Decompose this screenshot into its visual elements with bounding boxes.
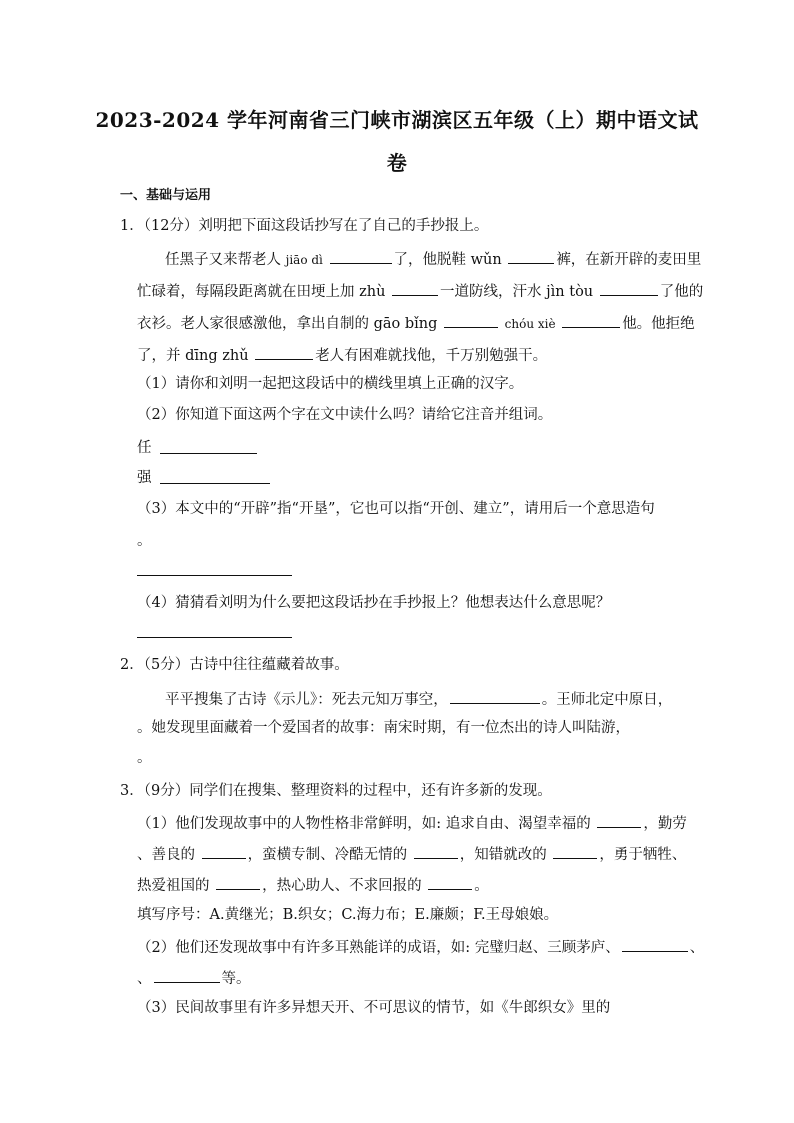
- q3-line2: 、善良的 ，蛮横专制、冷酷无情的 ，知错就改的 ，勇于牺牲、: [137, 843, 686, 865]
- blank[interactable]: [414, 843, 458, 859]
- exam-title-cont: 卷: [386, 151, 408, 175]
- q3-line3: 热爱祖国的 ，热心助人、不求回报的 。: [137, 874, 489, 896]
- q2-line3: 。: [137, 750, 152, 766]
- blank[interactable]: [428, 874, 472, 890]
- q1-passage-line4: 了，并 dīng zhǔ 老人有困难就找他，千万别勉强干。: [137, 344, 547, 366]
- q3-options: 填写序号：A.黄继光；B.织女；C.海力布；E.廉颇；F.王母娘娘。: [137, 907, 559, 923]
- q2-stem: 2．（5分）古诗中往往蕴藏着故事。: [120, 657, 349, 673]
- blank[interactable]: [600, 280, 658, 296]
- blank[interactable]: [392, 280, 438, 296]
- blank[interactable]: [450, 688, 540, 704]
- q3-sub2: （2）他们还发现故事中有许多耳熟能详的成语，如: 完璧归赵、三顾茅庐、 、: [137, 936, 704, 958]
- q3-stem: 3．（9分）同学们在搜集、整理资料的过程中，还有许多新的发现。: [120, 783, 552, 799]
- blank[interactable]: [154, 967, 220, 983]
- q2-line1: 平平搜集了古诗《示儿》：死去元知万事空， 。王师北定中原日，: [165, 688, 672, 710]
- answer-line-sentence[interactable]: [137, 575, 292, 576]
- q1-sub2: （2）你知道下面这两个字在文中读什么吗？请给它注音并组词。: [137, 407, 553, 423]
- blank[interactable]: [553, 843, 597, 859]
- section-heading: 一、基础与运用: [120, 188, 212, 203]
- answer-line-qiang[interactable]: [160, 483, 270, 484]
- q2-line2: 。她发现里面藏着一个爱国者的故事：南宋时期，有一位杰出的诗人叫陆游，: [137, 720, 630, 736]
- exam-title: 2023-2024 学年河南省三门峡市湖滨区五年级（上）期中语文试: [95, 108, 699, 132]
- q1-sub3: （3）本文中的“开辟”指“开垦”，它也可以指“开创、建立”，请用后一个意思造句: [137, 501, 655, 517]
- q1-stem: 1．（12分）刘明把下面这段话抄写在了自己的手抄报上。: [120, 218, 489, 234]
- blank[interactable]: [330, 248, 392, 264]
- q3-line5: 、 等。: [137, 967, 251, 989]
- q1-sub1: （1）请你和刘明一起把这段话中的横线里填上正确的汉字。: [137, 376, 524, 392]
- q1-char-qiang: 强: [137, 470, 152, 486]
- blank[interactable]: [202, 843, 246, 859]
- blank[interactable]: [216, 874, 260, 890]
- blank[interactable]: [622, 936, 688, 952]
- blank[interactable]: [508, 248, 554, 264]
- blank[interactable]: [562, 312, 620, 328]
- blank[interactable]: [597, 812, 641, 828]
- answer-line-ren[interactable]: [160, 453, 257, 454]
- blank[interactable]: [255, 344, 313, 360]
- q1-sub3-end: 。: [137, 533, 152, 549]
- answer-line-meaning[interactable]: [137, 637, 292, 638]
- q1-passage-line2: 忙碌着，每隔段距离就在田埂上加 zhù 一道防线，汗水 jìn tòu 了他的: [137, 280, 703, 302]
- q1-char-ren: 任: [137, 440, 152, 456]
- q1-passage-line1: 任黑子又来帮老人 jiāo dì 了，他脱鞋 wǔn 裤，在新开辟的麦田里: [165, 248, 701, 270]
- q1-passage-line3: 衣衫。老人家很感激他，拿出自制的 gāo bǐng chóu xiè 他。他拒绝: [137, 312, 695, 334]
- q1-sub4: （4）猜猜看刘明为什么要把这段话抄在手抄报上？他想表达什么意思呢？: [137, 595, 611, 611]
- blank[interactable]: [444, 312, 498, 328]
- q3-sub3: （3）民间故事里有许多异想天开、不可思议的情节，如《牛郎织女》里的: [137, 1000, 611, 1016]
- q3-sub1: （1）他们发现故事中的人物性格非常鲜明，如: 追求自由、渴望幸福的 ，勤劳: [137, 812, 687, 834]
